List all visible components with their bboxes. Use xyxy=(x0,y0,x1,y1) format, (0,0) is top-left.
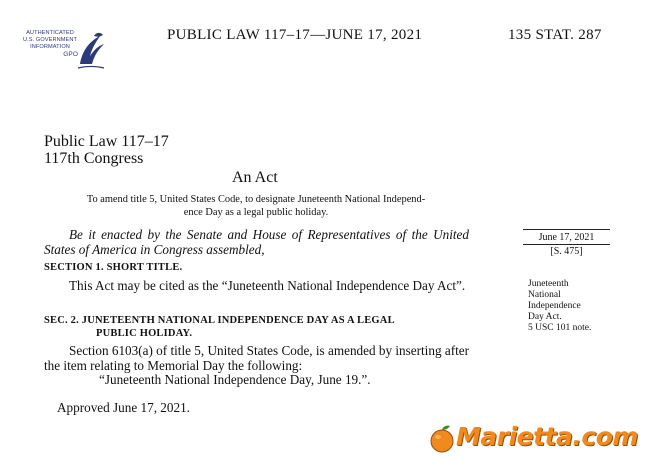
margin-date: June 17, 2021 xyxy=(538,232,595,243)
margin-note-line: 5 USC 101 note. xyxy=(528,323,592,333)
eagle-icon xyxy=(76,30,106,70)
section-2-body xyxy=(44,344,469,388)
gpo-logo-line-3: INFORMATION xyxy=(30,44,70,50)
enacting-clause: Be it enacted by the Senate and House of Representatives of the United States of America in Congress assembled, xyxy=(44,227,469,257)
margin-rule-mid xyxy=(523,244,610,245)
gpo-logo-line-2: U.S. GOVERNMENT xyxy=(22,37,78,43)
act-purpose-line-1: To amend title 5, United States Code, to designate Juneteenth National Independ- xyxy=(86,194,426,205)
gpo-authenticated-logo xyxy=(20,30,106,72)
margin-note xyxy=(528,279,591,334)
header-stat-page: 135 STAT. 287 xyxy=(508,27,602,43)
section-1-body: This Act may be cited as the “Juneteenth National Independence Day Act”. xyxy=(69,278,466,293)
act-title: An Act xyxy=(232,169,278,186)
section-1-heading: SECTION 1. SHORT TITLE. xyxy=(44,262,183,273)
header-title: PUBLIC LAW 117–17—JUNE 17, 2021 xyxy=(167,27,423,43)
orange-icon xyxy=(430,424,456,454)
act-purpose-line-2: ence Day as a legal public holiday. xyxy=(183,207,329,218)
gpo-logo-text xyxy=(20,30,80,58)
gpo-logo-line-4: GPO xyxy=(63,51,78,58)
section-2-heading-line-1: SEC. 2. JUNETEENTH NATIONAL INDEPENDENCE DAY AS A LEGAL xyxy=(44,315,395,326)
marietta-watermark xyxy=(430,420,640,456)
section-2-heading xyxy=(44,314,469,340)
margin-note-line: Day Act. xyxy=(528,312,562,322)
margin-note-line: Independence xyxy=(528,301,581,311)
approval-date: Approved June 17, 2021. xyxy=(57,400,190,415)
section-2-body-text: Section 6103(a) of title 5, United States Code, is amended by inserting after the item relating to Memorial Day the following: xyxy=(44,343,469,373)
section-2-heading-line-2: PUBLIC HOLIDAY. xyxy=(96,328,193,339)
margin-date-box xyxy=(523,229,610,257)
margin-note-line: Juneteenth xyxy=(528,279,569,289)
margin-rule-top xyxy=(523,229,610,230)
gpo-logo-line-1: AUTHENTICATED xyxy=(26,30,74,36)
public-law-number: Public Law 117–17 xyxy=(44,133,169,150)
watermark-text: Marietta.com xyxy=(456,422,638,451)
margin-note-line: National xyxy=(528,290,561,300)
section-2-quote: “Juneteenth National Independence Day, June 19.”. xyxy=(99,372,371,387)
congress-number: 117th Congress xyxy=(44,150,144,167)
act-purpose xyxy=(50,193,462,219)
margin-bill-number: [S. 475] xyxy=(550,246,583,257)
